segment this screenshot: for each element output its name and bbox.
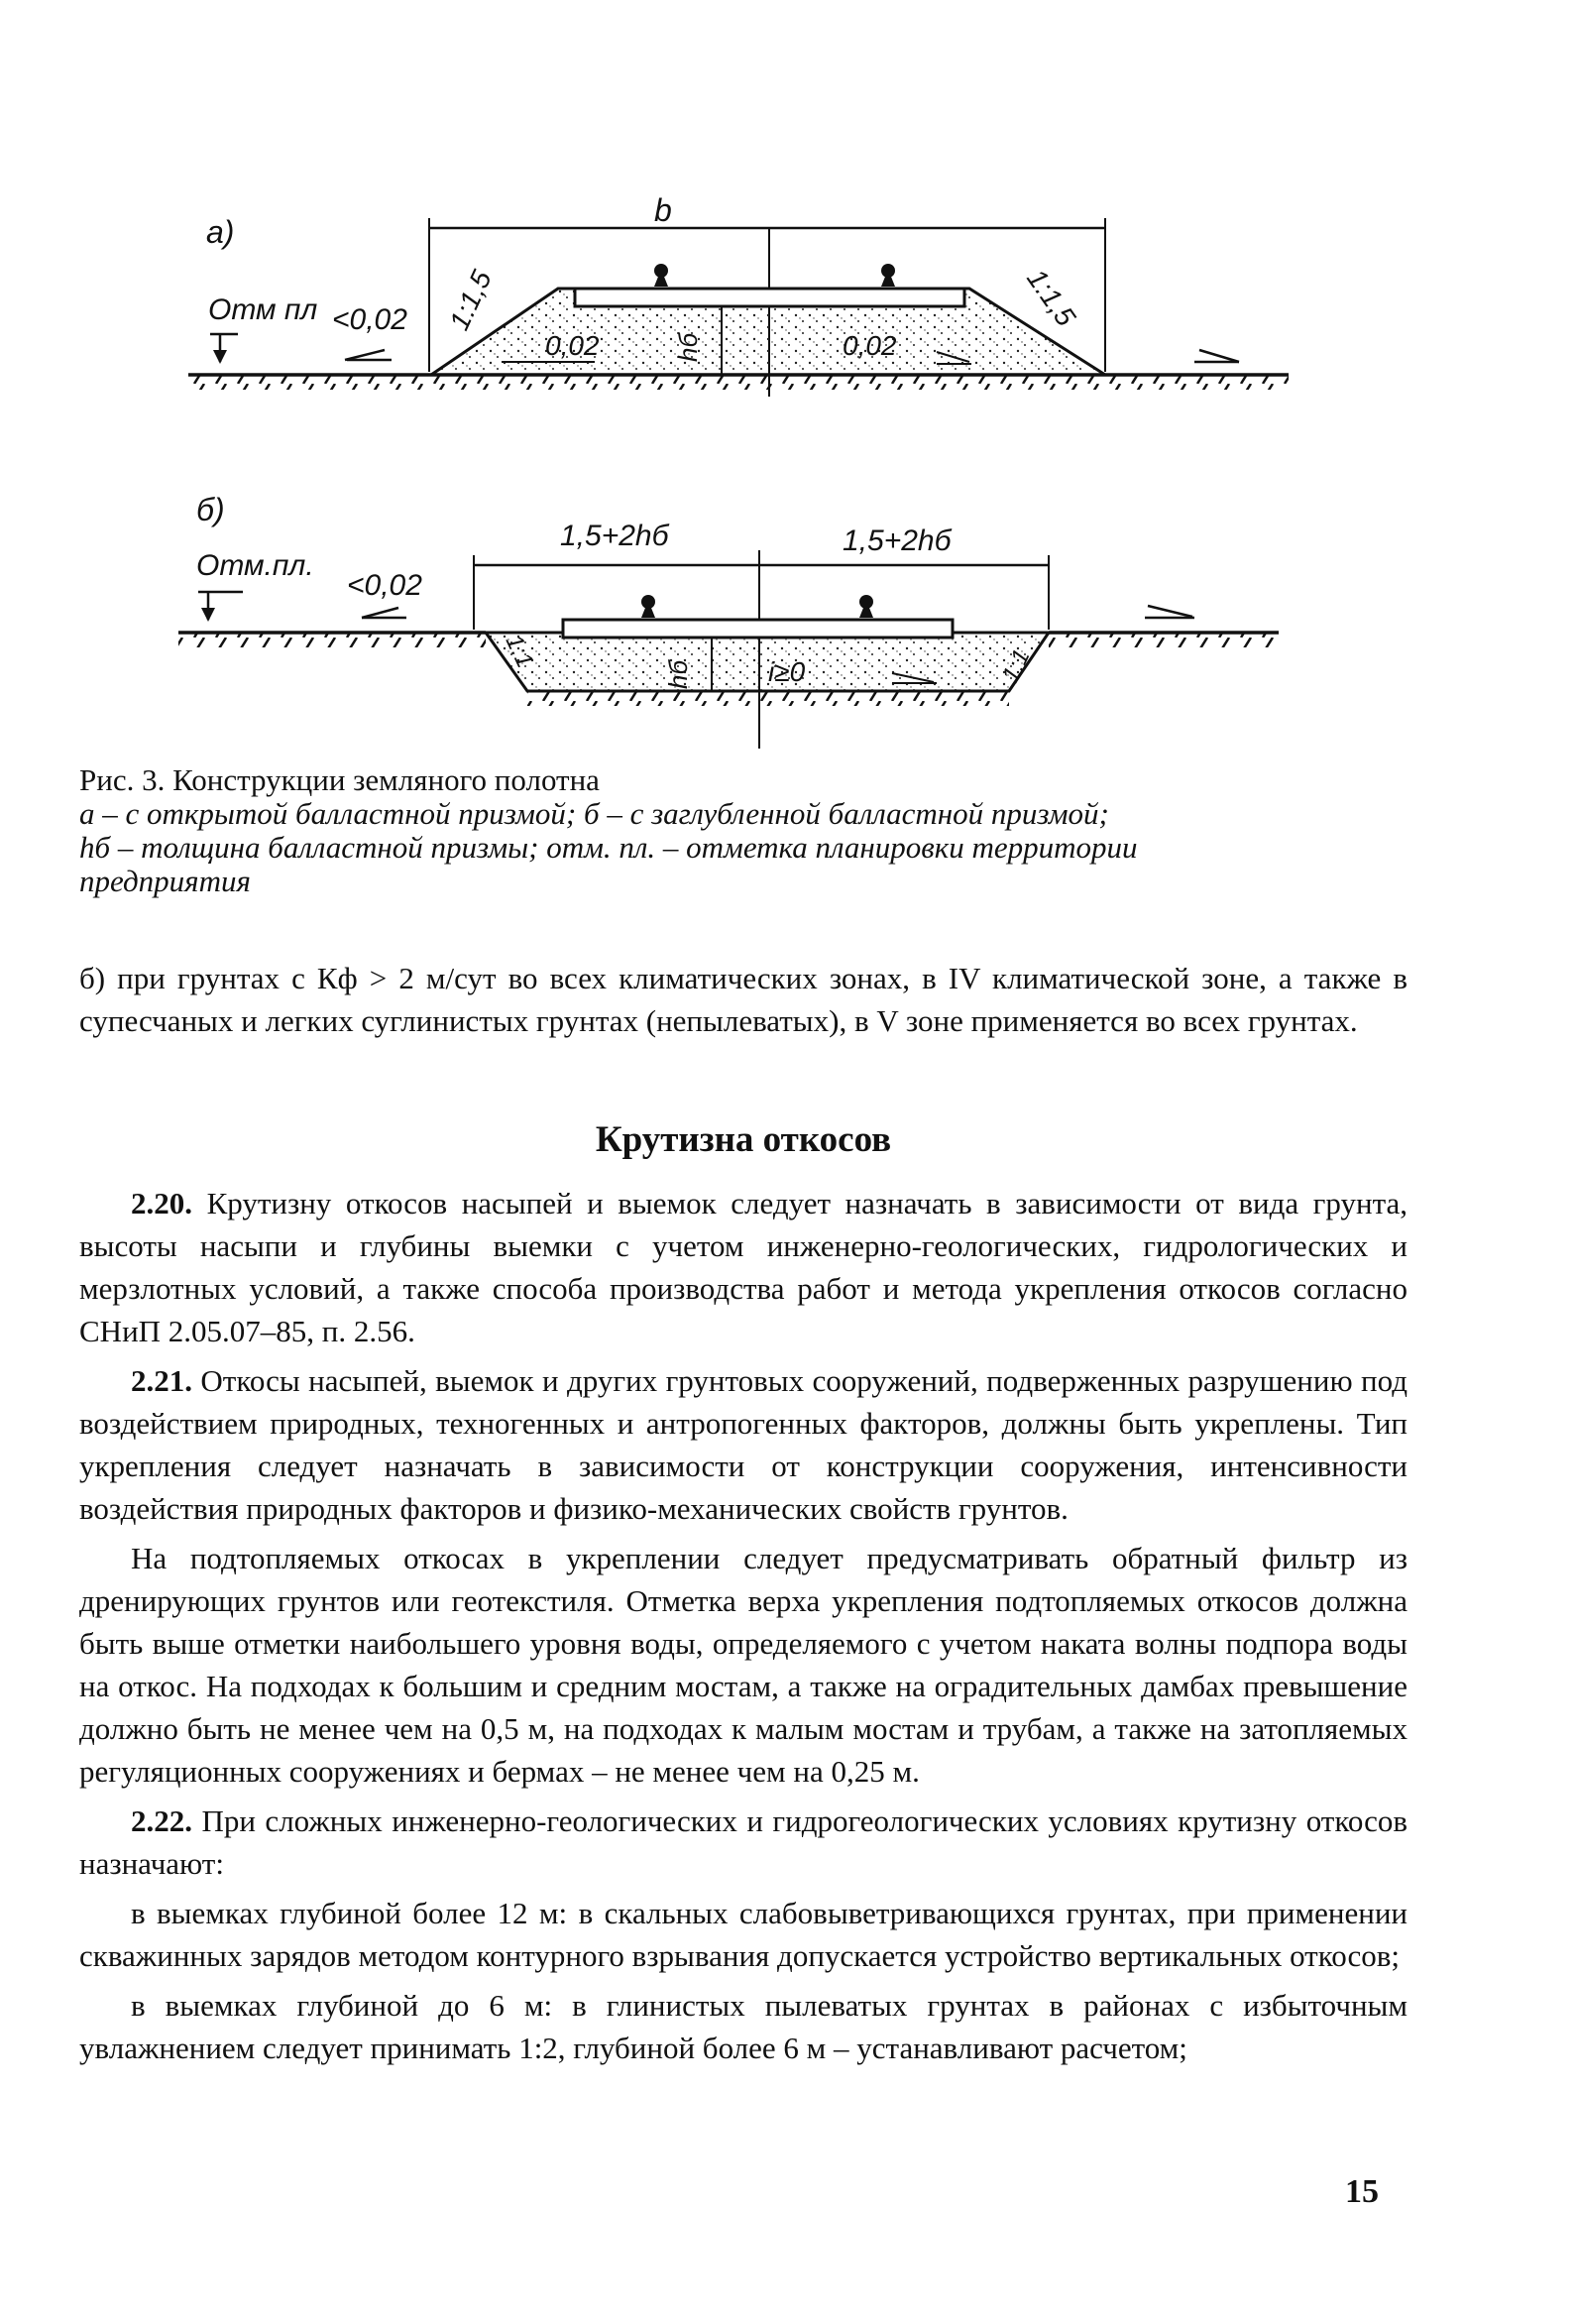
- diagram-b-label: б): [196, 492, 225, 527]
- diagram-b-slope-left: 1:1: [500, 631, 539, 672]
- diagram-b-grade: i≥0: [768, 656, 806, 687]
- paragraph-number: 2.21.: [131, 1363, 192, 1398]
- diagram-a-thickness: hб: [673, 332, 703, 362]
- paragraph-2-22: [79, 1800, 1408, 1885]
- section-heading: Крутизна откосов: [595, 1119, 892, 1160]
- paragraph-text: Откосы насыпей, выемок и других грунтовых сооружений, подверженных разрушению под воздействием природных, техногенных и антропогенных факторов, должны быть укреплены. Тип укрепления следует назначать в зависимости от конструкции сооружения, интенсивности воздействия природных факторов и физико-механических свойств грунтов.: [79, 1363, 1408, 1526]
- caption-line-2: а – с открытой балластной призмой; б – с заглубленной балластной призмой;: [79, 796, 1109, 831]
- paragraph-number: 2.20.: [131, 1186, 192, 1220]
- diagram-b-width-left: 1,5+2hб: [560, 520, 669, 552]
- diagram-b-slope-right: 1:1: [996, 644, 1036, 687]
- figure-caption: [79, 763, 1408, 898]
- caption-line-4: предприятия: [79, 864, 251, 898]
- paragraph-text: На подтопляемых откосах в укреплении следует предусматривать обратный фильтр из дренирующих грунтов или геотекстиля. Отметка верха укрепления подтопляемых откосов должна быть выше отметки наибольшего уровня воды, определяемого с учетом наката волны подпора воды на откос. На подходах к большим и средним мостам, а также на оградительных дамбах превышение должно быть не менее чем на 0,5 м, на подходах к малым мостам и трубам, а также на затопляемых регуляционных сооружениях и бермах – не менее чем на 0,25 м.: [79, 1541, 1408, 1789]
- diagram-b: [178, 492, 1279, 749]
- diagram-b-slope-mark: <0,02: [347, 569, 422, 602]
- diagram-b-width-right: 1,5+2hб: [843, 524, 952, 557]
- paragraph-number: 2.22.: [131, 1803, 192, 1838]
- diagram-a-grade-right: 0,02: [843, 330, 897, 361]
- paragraph-2-22-item-1: [79, 1892, 1408, 1977]
- caption-line-3: hб – толщина балластной призмы; отм. пл. – отметка планировки территории: [79, 830, 1138, 865]
- paragraph-text: При сложных инженерно-геологических и гидрогеологических условиях крутизну откосов назначают:: [79, 1803, 1408, 1881]
- paragraph-text: Крутизну откосов насыпей и выемок следует назначать в зависимости от вида грунта, высоты насыпи и глубины выемки с учетом инженерно-геологических, гидрологических и мерзлотных условий, а также способа производства работ и метода укрепления откосов согласно СНиП 2.05.07–85, п. 2.56.: [79, 1186, 1408, 1348]
- diagram-a-mark: Отм пл: [208, 293, 318, 326]
- paragraph-2-22-item-2: [79, 1984, 1408, 2069]
- ballast-prism-b: [486, 633, 1049, 691]
- intro-paragraph: б) при грунтах с Кф > 2 м/сут во всех климатических зонах, в IV климатической зоне, а также в супесчаных и легких суглинистых грунтах (непылеватых), в V зоне применяется во всех грунтах.: [79, 961, 1408, 1038]
- diagram-a-slope-right: 1:1,5: [1021, 263, 1082, 332]
- paragraph-text: в выемках глубиной более 12 м: в скальных слабовыветривающихся грунтах, при применении скважинных зарядов методом контурного взрывания допускается устройство вертикальных откосов;: [79, 1896, 1408, 1973]
- sleeper-b: [563, 620, 953, 638]
- sleeper-a: [575, 289, 964, 306]
- page-number: 15: [1345, 2173, 1379, 2210]
- diagram-b-mark: Отм.пл.: [196, 549, 314, 582]
- diagram-a: [188, 193, 1289, 397]
- diagram-a-width: b: [654, 193, 672, 228]
- intro-block: [79, 957, 1408, 1049]
- main-text: [79, 1182, 1408, 2076]
- rail-right-a: [881, 264, 895, 287]
- rail-left-a: [654, 264, 668, 287]
- diagram-a-slope-mark: <0,02: [332, 303, 407, 336]
- diagram-a-label: а): [206, 214, 235, 250]
- caption-title: Рис. 3. Конструкции земляного полотна: [79, 762, 600, 797]
- diagram-b-thickness: hб: [663, 659, 693, 689]
- paragraph-text: в выемках глубиной до 6 м: в глинистых пылеватых грунтах в районах с избыточным увлажнением следует принимать 1:2, глубиной более 6 м – устанавливают расчетом;: [79, 1988, 1408, 2065]
- diagram-a-slope-left: 1:1,5: [443, 265, 498, 335]
- paragraph-2-21-cont: [79, 1537, 1408, 1793]
- figure-3: [169, 193, 1308, 758]
- rail-right-b: [859, 595, 873, 618]
- diagram-a-grade-left: 0,02: [545, 330, 600, 361]
- paragraph-2-20: [79, 1182, 1408, 1352]
- rail-left-b: [641, 595, 655, 618]
- paragraph-2-21: [79, 1359, 1408, 1530]
